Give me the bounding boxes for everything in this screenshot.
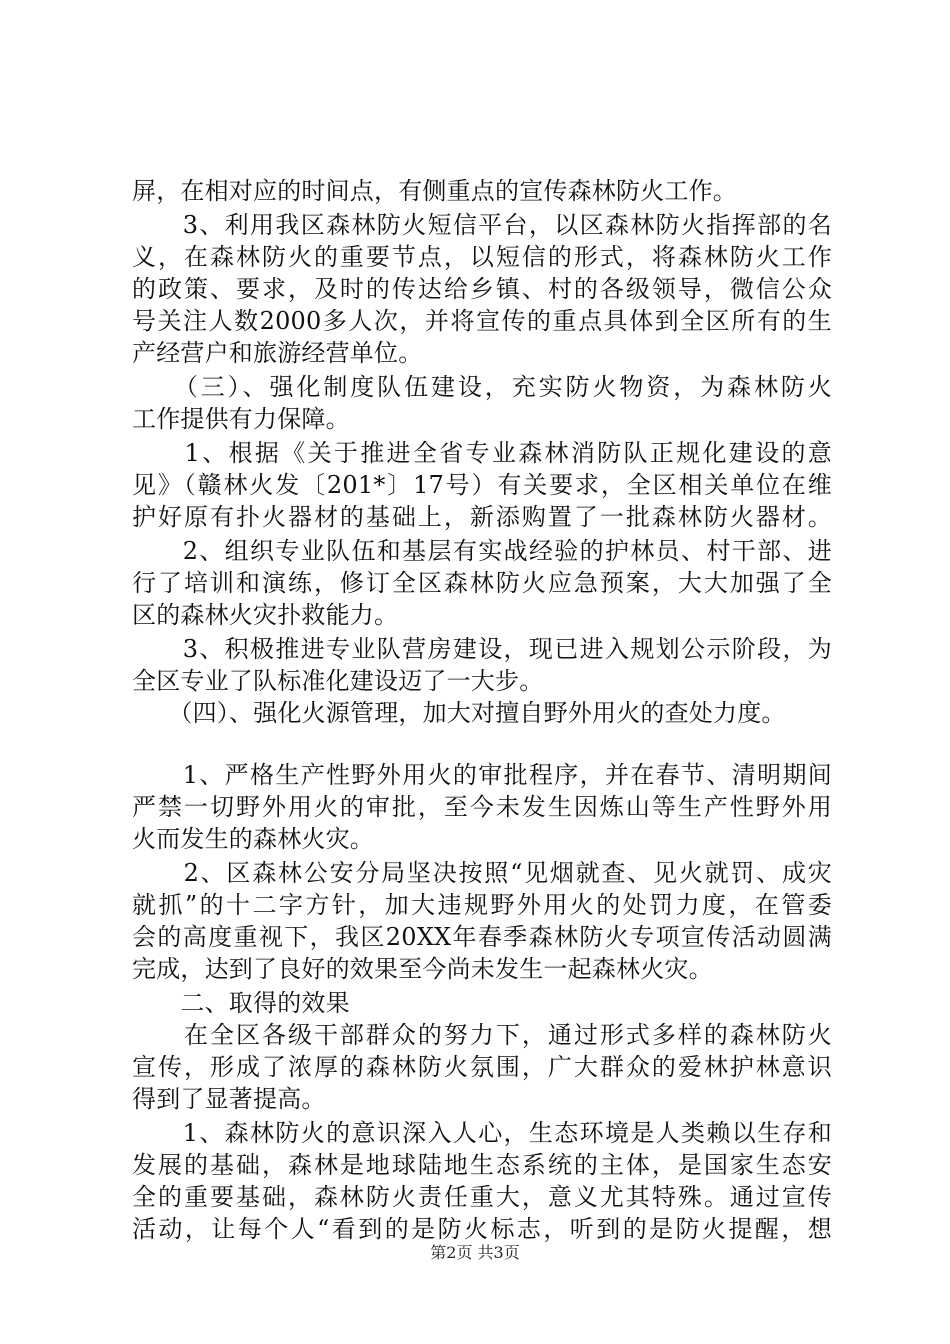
body-text-line: 产经营户和旅游经营单位。 — [132, 339, 423, 367]
body-text-line: 完成，达到了良好的效果至今尚未发生一起森林火灾。 — [132, 955, 713, 983]
body-text-line: 区的森林火灾扑救能力。 — [132, 601, 399, 629]
section-heading-line: （四）、强化火源管理，加大对擅自野外用火的查处力度。 — [132, 699, 786, 727]
body-text-line: 3、利用我区森林防火短信平台，以区森林防火指挥部的名 — [132, 211, 832, 239]
body-text-line: 会的高度重视下，我区20XX年春季森林防火专项宣传活动圆满 — [132, 923, 832, 951]
body-text-line: 得到了显著提高。 — [132, 1085, 326, 1113]
section-heading-line: （三）、强化制度队伍建设，充实防火物资，为森林防火 — [132, 373, 832, 401]
body-text-line: 火而发生的森林火灾。 — [132, 825, 374, 853]
body-text-line: 宣传，形成了浓厚的森林防火氛围，广大群众的爱林护林意识 — [132, 1053, 832, 1081]
section-heading-line: 二、取得的效果 — [132, 989, 350, 1017]
body-text-line: 见》（赣林火发〔201*〕17号）有关要求，全区相关单位在维 — [132, 471, 832, 499]
body-text-line: 护好原有扑火器材的基础上，新添购置了一批森林防火器材。 — [132, 503, 832, 531]
body-text-line: 行了培训和演练，修订全区森林防火应急预案，大大加强了全 — [132, 569, 832, 597]
body-text-line: 1、森林防火的意识深入人心，生态环境是人类赖以生存和 — [132, 1119, 832, 1147]
section-heading-line: 工作提供有力保障。 — [132, 405, 350, 433]
body-text-line: 严禁一切野外用火的审批，至今未发生因炼山等生产性野外用 — [132, 793, 832, 821]
body-text-line: 2、组织专业队伍和基层有实战经验的护林员、村干部、进 — [132, 537, 832, 565]
page-number-footer: 第2页 共3页 — [430, 1243, 520, 1262]
body-text-line: 号关注人数2000多人次，并将宣传的重点具体到全区所有的生 — [132, 307, 832, 335]
body-text-line: 1、根据《关于推进全省专业森林消防队正规化建设的意 — [132, 439, 832, 467]
body-text-line: 在全区各级干部群众的努力下，通过形式多样的森林防火 — [132, 1021, 832, 1049]
body-text-line: 发展的基础，森林是地球陆地生态系统的主体，是国家生态安 — [132, 1151, 832, 1179]
body-text-line: 义，在森林防火的重要节点，以短信的形式，将森林防火工作 — [132, 243, 832, 271]
body-text-line: 3、积极推进专业队营房建设，现已进入规划公示阶段，为 — [132, 635, 832, 663]
body-text-line: 2、区森林公安分局坚决按照“见烟就查、见火就罚、成灾 — [132, 859, 832, 887]
body-text-line: 全的重要基础，森林防火责任重大，意义尤其特殊。通过宣传 — [132, 1183, 832, 1211]
body-text-line: 屏，在相对应的时间点，有侧重点的宣传森林防火工作。 — [132, 177, 737, 205]
body-text-line: 就抓”的十二字方针，加大违规野外用火的处罚力度，在管委 — [132, 891, 832, 919]
body-text-line: 的政策、要求，及时的传达给乡镇、村的各级领导，微信公众 — [132, 275, 832, 303]
body-text-line: 1、严格生产性野外用火的审批程序，并在春节、清明期间 — [132, 761, 832, 789]
body-text-line: 活动，让每个人“看到的是防火标志，听到的是防火提醒，想 — [132, 1215, 832, 1243]
body-text-line: 全区专业了队标准化建设迈了一大步。 — [132, 667, 544, 695]
